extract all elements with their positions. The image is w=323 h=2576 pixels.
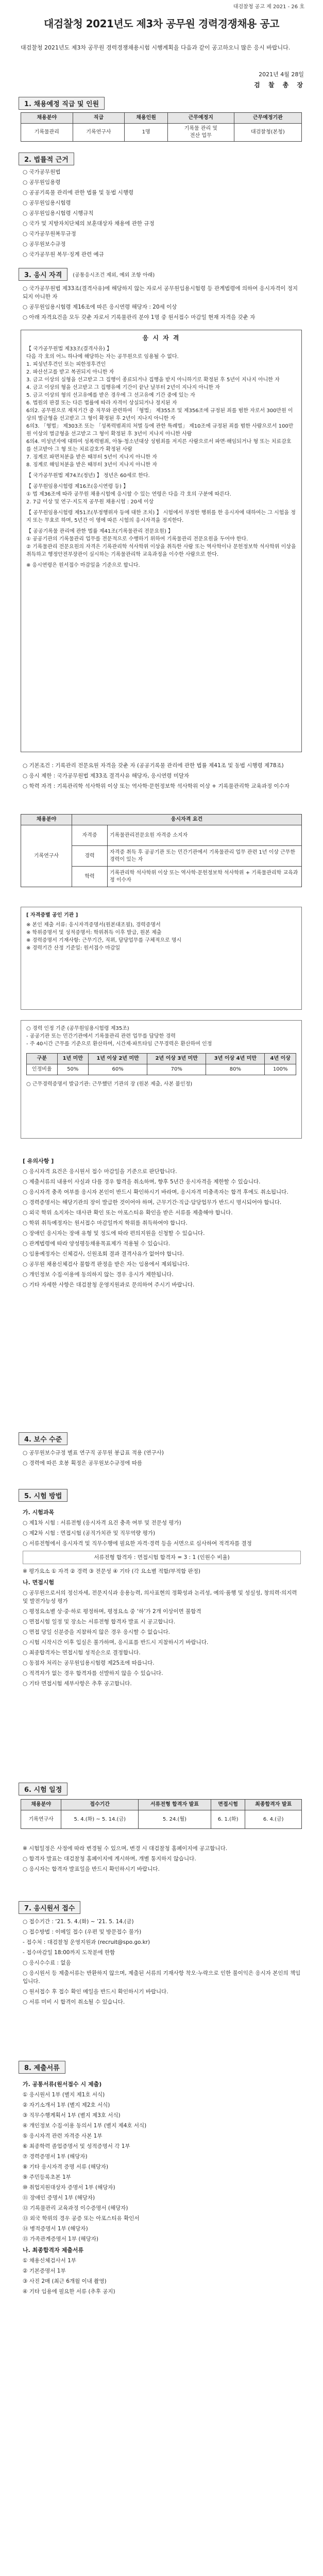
list-item: ○ 응시자는 합격자 발표일을 반드시 확인하시기 바랍니다.	[23, 1866, 160, 1872]
section-3-heading	[19, 268, 155, 280]
table-header: 근무예정지	[167, 113, 234, 124]
table-cell: 기록연구사	[21, 1810, 61, 1829]
list-item: ○ 공무원임용시험령 제16조에 따른 응시연령 해당자 : 20세 이상	[23, 304, 177, 310]
table-cell: 기록물 관리 및 전산 업무	[167, 124, 234, 142]
section-title: 4. 보수 수준	[19, 1432, 67, 1445]
requirement-table	[21, 814, 302, 887]
list-item: ○ 공무원보수규정 별표 연구직 공무원 봉급표 적용 (연구사)	[23, 1450, 164, 1456]
table-cell: 기록연구사	[73, 124, 125, 142]
table-cell: 80%	[206, 1064, 265, 1075]
list-item: ○ 접수기간 : ‘21. 5. 4.(화) ~ ’21. 5. 14.(금)	[23, 1919, 134, 1925]
list-item: ※ 경력기간 산정 기준일: 원서접수 마감일	[26, 945, 121, 951]
qualification-notes	[23, 1154, 301, 1291]
table-header: 응시자격 요건	[72, 815, 302, 825]
table-header: 4년 이상	[265, 1054, 296, 1064]
list-item: ○ 국가공무원복무규정	[23, 231, 76, 237]
list-item: ○ 기본조건 : 기록관리 전문요원 자격을 갖춘 자 (공공기록물 관리에 관한 법률 제41조 및 동법 시행령 제78조)	[23, 762, 284, 769]
list-item: ○ 제1차 시험 : 서류전형 (응시자격 요건 충족 여부 및 전문성 평가)	[23, 1520, 181, 1526]
list-item: ⑭ 병적증명서 1부 (해당자)	[23, 2226, 88, 2232]
list-item: ○ 시험 시작시간 이후 입실은 불가하며, 응시표를 반드시 지참하시기 바랍니다.	[23, 1639, 209, 1646]
list-item: ○ 합격자 발표는 대검찰청 홈페이지에 게시하며, 개별 통지하지 않습니다.	[23, 1856, 196, 1862]
table-cell: 학력	[72, 867, 108, 887]
table-cell: 인정비율	[27, 1064, 58, 1075]
list-item: ※ 시험일정은 사정에 따라 변경될 수 있으며, 변경 시 대검찰청 홈페이지에 공고합니다.	[23, 1845, 228, 1852]
list-item: ○ 기타 자세한 사항은 대검찰청 운영지원과로 문의하여 주시기 바랍니다.	[23, 1282, 195, 1288]
list-item: ○ 제2차 시험 : 면접시험 (공직가치관 및 직무역량 평가)	[23, 1530, 156, 1536]
subsection-title: 나. 최종합격자 제출서류	[23, 2247, 84, 2253]
list-item: ○ 면접 당일 신분증을 지참하지 않은 경우 응시할 수 없습니다.	[23, 1629, 170, 1635]
list-item: ※ 학위증명서 및 성적증명서: 학위취득 이후 발급, 원본 제출	[26, 930, 162, 936]
list-item: ⑬ 외국 학위의 경우 공증 또는 아포스티유 확인서	[23, 2215, 140, 2222]
law-excerpt: 【 국가공무원법 제74조(정년) 】 정년은 60세로 한다.	[26, 473, 150, 479]
list-item: ○ 접수방법 : 이메일 접수 (우편 및 방문접수 불가)	[23, 1929, 142, 1935]
table-cell: 6. 4.(금)	[245, 1810, 302, 1829]
list-item: ○ 평정요소별 상·중·하로 평정하며, 평정요소 중 ‘하’가 2개 이상이면 불합격	[23, 1608, 201, 1615]
list-item: ○ 경력 인정 기준 (공무원임용시험령 제35조)	[26, 1026, 129, 1031]
table-cell: 1명	[125, 124, 168, 142]
section-title: 1. 채용예정 직급 및 인원	[19, 97, 105, 110]
salary-list	[23, 1449, 301, 1469]
qualification-basics	[23, 761, 301, 792]
list-item: ○ 면접시험 일정 및 장소는 서류전형 합격자 발표 시 공고합니다.	[23, 1619, 176, 1625]
subsection-title: 가. 공통서류(원서접수 시 제출)	[23, 2081, 102, 2088]
table-cell: 기록관리학 석사학위 이상 또는 역사학·문헌정보학 석사학위 + 기록물관리학 교육과정 이수자	[108, 867, 302, 887]
career-ratio-table	[26, 1053, 296, 1075]
list-item: ○ 아래 자격요건을 모두 갖춘 자로서 기록물관리 분야 1명 중 원서접수 마감일 현재 자격을 갖춘 자	[23, 314, 256, 320]
table-header: 채용분야	[21, 1800, 61, 1810]
list-item: ○ 적격자가 없는 경우 합격자를 선발하지 않을 수 있습니다.	[23, 1670, 163, 1676]
exam-method	[23, 1505, 301, 1690]
table-header: 구분	[27, 1054, 58, 1064]
list-item: ○ 국가공무원 복무·징계 관련 예규	[23, 251, 104, 258]
schedule-notes	[23, 1844, 301, 1875]
list-item: ④ 기타 임용에 필요한 서류 (추후 공지)	[23, 2289, 115, 2295]
list-item: ○ 학력 자격 : 기록관리학 석사학위 이상 또는 역사학·문헌정보학 석사학위 이상 + 기록물관리학 교육과정 이수자	[23, 783, 290, 789]
list-item: ○ 관계법령에 따라 양성평등채용목표제가 적용될 수 있습니다.	[23, 1241, 171, 1247]
list-item: - 공공기관 또는 민간기관에서 기록물관리 관련 업무를 담당한 경력	[26, 1033, 176, 1039]
list-item: ○ 외국 학위 소지자는 대사관 확인 또는 아포스티유 확인을 받은 서류를 제출해야 합니다.	[23, 1210, 233, 1216]
list-item: ② 자기소개서 1부 (별지 제2호 서식)	[23, 2102, 110, 2108]
list-item: ② 기본증명서 1부	[23, 2268, 66, 2274]
section-4-heading	[19, 1432, 67, 1445]
list-item: ⑨ 주민등록초본 1부	[23, 2174, 71, 2180]
list-item: ⑪ 장애인 증명서 1부 (해당자)	[23, 2195, 95, 2201]
table-cell: 기록물관리	[21, 124, 73, 142]
list-item: ○ 경력증명서는 해당기관의 장이 발급한 것이어야 하며, 근무기간·직급·담당업무가 반드시 명시되어야 합니다.	[23, 1199, 282, 1206]
list-item: - 접수마감일 18:00까지 도착분에 한함	[23, 1950, 115, 1956]
ratio-box: 서류전형 합격자 : 면접시험 합격자 = 3 : 1 (인원수 비율)	[23, 1551, 301, 1564]
subsection-title: 나. 면접시험	[23, 1579, 55, 1586]
list-item: ○ 공무원임용령	[23, 179, 61, 185]
list-item: ⑮ 가족관계증명서 1부 (해당자)	[23, 2236, 98, 2242]
list-item: ○ 응시자격 충족 여부를 응시자 본인이 반드시 확인하시기 바라며, 응시자격 미충족자는 합격 후에도 취소됩니다.	[23, 1189, 288, 1195]
list-item: ⑦ 경력증명서 1부 (해당자)	[23, 2154, 88, 2160]
section-title: 7. 응시원서 접수	[19, 1901, 80, 1914]
table-cell: 기록물관리전문요원 자격증 소지자	[108, 825, 302, 846]
list-item: ○ 장애인 응시자는 장애 유형 및 정도에 따라 편의지원을 신청할 수 있습니다.	[23, 1230, 205, 1236]
law-list	[23, 168, 301, 261]
table-header: 근무예정기관	[234, 113, 301, 124]
list-item: ○ 서류 미비 시 합격이 취소될 수 있습니다.	[23, 1999, 125, 2005]
table-cell: 5. 4.(화) ~ 5. 14.(금)	[61, 1810, 139, 1829]
section-8-heading	[19, 2061, 65, 2073]
section-title: 6. 시험 일정	[19, 1783, 67, 1795]
list-item: - 접수처 : 대검찰청 운영지원과 (recruit@spo.go.kr)	[23, 1939, 150, 1945]
list-item: ○ 공무원으로서의 정신자세, 전문지식과 응용능력, 의사표현의 정확성과 논리성, 예의·품행 및 성실성, 창의력·의지력 및 발전가능성 평가	[23, 1590, 297, 1604]
list-item: ⑫ 기록물관리 교육과정 이수증명서 (해당자)	[23, 2205, 128, 2211]
list-item: ○ 학위 취득예정자는 원서접수 마감일까지 학위를 취득하여야 합니다.	[23, 1220, 188, 1226]
list-item: ○ 응시 제한 : 국가공무원법 제33조 결격사유 해당자, 응시연령 미달자	[23, 773, 190, 779]
list-item: ○ 국가공무원법	[23, 169, 61, 175]
section-2-heading	[19, 152, 74, 165]
table-header: 접수기간	[61, 1800, 139, 1810]
schedule-table	[21, 1799, 302, 1829]
list-item: ○ 공무원임용시험령	[23, 200, 71, 206]
section-1-heading	[19, 97, 105, 109]
table-header: 면접시험	[211, 1800, 245, 1810]
table-cell: 70%	[147, 1064, 206, 1075]
table-cell: 50%	[57, 1064, 89, 1075]
intro-text: 대검찰청 2021년도 제3차 공무원 경력경쟁채용시험 시행계획을 다음과 같이 공고하오니 많은 응시 바랍니다.	[21, 44, 291, 51]
certificate-notes	[21, 907, 302, 1010]
section-title: 2. 법률적 근거	[19, 152, 74, 165]
table-header: 채용인원	[125, 113, 168, 124]
page-title: 대검찰청 2021년도 제3차 공무원 경력경쟁채용 공고	[44, 18, 279, 30]
section-title: 3. 응시 자격	[19, 268, 67, 281]
table-header: 2년 이상 3년 미만	[147, 1054, 206, 1064]
list-item: ○ 공공기록물 관리에 관한 법률 및 동법 시행령	[23, 190, 134, 196]
list-item: ○ 국가공무원법 제33조(결격사유)에 해당하지 않는 자로서 공무원임용시험령 등 관계법령에 의하여 응시자격이 정지되지 아니한 자	[23, 285, 298, 300]
table-cell: 대검찰청(본청)	[234, 124, 301, 142]
announce-date: 2021년 4월 28일	[259, 71, 304, 78]
documents-list	[23, 2077, 301, 2298]
list-item: ○ 공무원 채용신체검사 불합격 판정을 받은 자는 임용에서 제외됩니다.	[23, 1261, 190, 1267]
list-item: ○ 응시수수료 : 없음	[23, 1960, 71, 1966]
list-item: ※ 본인 제출 서류: 응시자격증명서(원본대조필), 경력증명서	[26, 922, 161, 928]
table-header: 1년 미만	[57, 1054, 89, 1064]
application-list	[23, 1918, 301, 2008]
subsection-title: [ 유의사항 ]	[23, 1158, 54, 1164]
section-title: 5. 시험 방법	[19, 1489, 67, 1502]
list-item: ※ 평가요소 ① 자격 ② 경력 ③ 전문성 ④ 기타 (각 요소별 적합/부적합 판정)	[23, 1568, 201, 1574]
list-item: ⑤ 응시자격 관련 자격증 사본 1부	[23, 2133, 103, 2139]
positions-table	[21, 112, 302, 142]
document-number: 대검찰청 공고 제 2021 - 26 호	[233, 4, 304, 10]
section-6-heading	[19, 1783, 67, 1795]
panel-footnote: ※ 응시연령은 원서접수 마감일을 기준으로 합니다.	[26, 563, 140, 568]
table-cell: 경력	[72, 846, 108, 867]
list-item: ③ 사진 2매 (최근 6개월 이내 촬영)	[23, 2278, 107, 2284]
table-cell: 자격증	[72, 825, 108, 846]
list-item: ○ 개인정보 수집·이용에 동의하지 않는 경우 응시가 제한됩니다.	[23, 1272, 174, 1278]
law-excerpt: 【 공무원임용시험령 제51조(부정행위자 등에 대한 조치) 】 시험에서 부정한 행위를 한 응시자에 대하여는 그 시험을 정지 또는 무효로 하며, 5년간 이 영에 따른 시험의 응시자격을 정지한다.	[26, 510, 296, 523]
list-item: ① 응시원서 1부 (별지 제1호 서식)	[23, 2092, 105, 2098]
list-item: ○ 임용예정자는 신체검사, 신원조회 결과 결격사유가 없어야 합니다.	[23, 1251, 184, 1257]
table-cell: 5. 24.(월)	[139, 1810, 211, 1829]
table-header: 1년 이상 2년 미만	[89, 1054, 147, 1064]
list-item: ○ 원서접수 후 접수 확인 메일을 반드시 확인하시기 바랍니다.	[23, 1989, 168, 1995]
career-criteria	[21, 1020, 302, 1139]
law-excerpt: 【 공공기록물 관리에 관한 법률 제41조(기록물관리 전문요원) 】 ① 공공기관의 기록물관리 업무를 전문적으로 수행하기 위하여 기록물관리 전문요원을 두어야 한다. ② 기록물관리 전문요원의 자격은 기록관리학 석사학위 이상을 취득한 사람 또는 역사학이나 문헌정보학 석사학위 이상을 취득하고 행정안전부장관이 실시하는 기록물관리학 교육과정을 이수한 사람으로 한다.	[26, 529, 296, 557]
list-item: ○ 응시자격 요건은 응시원서 접수 마감일을 기준으로 판단합니다.	[23, 1168, 177, 1175]
panel-title: 응 시 자 격	[142, 334, 180, 342]
list-item: ※ 경력증명서 기재사항: 근무기간, 직위, 담당업무를 구체적으로 명시	[26, 938, 182, 943]
list-item: ○ 공무원임용시험령 시행규칙	[23, 210, 94, 216]
list-item: ○ 서류전형에서 응시자격 및 직무수행에 필요한 자격·경력 등을 서면으로 심사하여 적격자를 결정	[23, 1540, 252, 1547]
table-cell: 6. 1.(화)	[211, 1810, 245, 1829]
list-item: ○ 최종합격자는 면접시험 성적순으로 결정합니다.	[23, 1650, 141, 1656]
qualification-intro	[23, 284, 301, 324]
list-item: ○ 국가 및 지방자치단체의 보훈대상자 채용에 관한 규정	[23, 221, 155, 227]
list-item: ⑧ 기타 응시자격 증명 서류 (해당자)	[23, 2164, 109, 2170]
section-5-heading	[19, 1489, 67, 1501]
list-item: ⑩ 취업지원대상자 증명서 1부 (해당자)	[23, 2184, 115, 2191]
section-title: 8. 제출서류	[19, 2061, 65, 2074]
list-item: ① 채용신체검사서 1부	[23, 2258, 76, 2264]
list-item: ③ 직무수행계획서 1부 (별지 제3호 서식)	[23, 2112, 121, 2119]
list-item: - 주 40시간 근무를 기준으로 환산하며, 시간제·파트타임 근무경력은 환산하여 인정	[26, 1041, 212, 1047]
table-header: 채용분야	[21, 815, 72, 825]
subsection-title: 가. 시험과목	[23, 1509, 55, 1516]
law-excerpt: 【 국가공무원법 제33조(결격사유) 】 다음 각 호의 어느 하나에 해당하는 자는 공무원으로 임용될 수 없다. 1. 피성년후견인 또는 피한정후견인 2. 파산선고를 받고 복권되지 아니한 자 3. 금고 이상의 실형을 선고받고 그 집행이 종료되거나 집행을 받지 아니하기로 확정된 후 5년이 지나지 아니한 자 4. 금고 이상의 형을 선고받고 그 집행유예 기간이 끝난 날부터 2년이 지나지 아니한 자 5. 금고 이상의 형의 선고유예를 받은 경우에 그 선고유예 기간 중에 있는 자 6. 법원의 판결 또는 다른 법률에 따라 자격이 상실되거나 정지된 자 6의2. 공무원으로 재직기간 중 직무와 관련하여 「형법」 제355조 및 제356조에 규정된 죄를 범한 자로서 300만원 이상의 벌금형을 선고받고 그 형이 확정된 후 2년이 지나지 아니한 자 6의3. 「형법」 제303조 또는 「성폭력범죄의 처벌 등에 관한 특례법」 제10조에 규정된 죄를 범한 사람으로서 100만원 이상의 벌금형을 선고받고 그 형이 확정된 후 3년이 지나지 아니한 사람 6의4. 미성년자에 대하여 성폭력범죄, 아동·청소년대상 성범죄를 저지른 사람으로서 파면·해임되거나 형 또는 치료감호를 선고받아 그 형 또는 치료감호가 확정된 사람 7. 징계로 파면처분을 받은 때부터 5년이 지나지 아니한 자 8. 징계로 해임처분을 받은 때부터 3년이 지나지 아니한 자	[26, 346, 294, 468]
section-subtitle: (공통응시조건 제외, 예외 조항 아래)	[73, 272, 155, 278]
table-header: 최종합격자 발표	[245, 1800, 302, 1810]
list-item: ○ 경력에 따른 호봉 획정은 공무원보수규정에 따름	[23, 1460, 143, 1466]
list-item: ○ 기타 면접시험 세부사항은 추후 공고합니다.	[23, 1681, 132, 1687]
list-item: ○ 응시원서 등 제출서류는 반환하지 않으며, 제출된 서류의 기재사항 착오·누락으로 인한 불이익은 응시자 본인의 책임입니다.	[23, 1970, 301, 1985]
law-excerpt: 【 공무원임용시험령 제16조(응시연령 등) 】 ① 법 제36조에 따라 공무원 채용시험에 응시할 수 있는 연령은 다음 각 호의 구분에 따른다. 2. 7급 이상 및 연구·지도직 공무원 채용시험 : 20세 이상	[26, 484, 231, 505]
table-cell: 자격증 취득 후 공공기관 또는 민간기관에서 기록물관리 업무 관련 1년 이상 근무한 경력이 있는 자	[108, 846, 302, 867]
table-header: 채용분야	[21, 113, 73, 124]
qualification-panel	[21, 330, 302, 752]
list-item: ○ 공무원보수규정	[23, 241, 66, 247]
list-item: ⑥ 최종학력 졸업증명서 및 성적증명서 각 1부	[23, 2143, 130, 2149]
list-item: ○ 근무경력증명서 발급기관: 근무했던 기관의 장 (원본 제출, 사본 불인정)	[26, 1081, 193, 1087]
list-item: ○ 제출서류의 내용이 사실과 다를 경우 합격을 취소하며, 향후 5년간 응시자격을 제한할 수 있습니다.	[23, 1179, 261, 1185]
table-header: 서류전형 합격자 발표	[139, 1800, 211, 1810]
list-item: ④ 개인정보 수집·이용 동의서 1부 (별지 제4호 서식)	[23, 2123, 147, 2129]
list-item: ○ 동점자 처리는 공무원임용시험령 제25조에 따릅니다.	[23, 1660, 155, 1666]
table-header: 직급	[73, 113, 125, 124]
table-cell: 기록연구사	[21, 825, 72, 887]
note-title: [ 자격증별 공인 기관 ]	[26, 912, 78, 918]
issuer: 검 찰 총 장	[254, 81, 306, 89]
section-7-heading	[19, 1901, 80, 1913]
table-cell: 100%	[265, 1064, 296, 1075]
table-cell: 60%	[89, 1064, 147, 1075]
table-header: 3년 이상 4년 미만	[206, 1054, 265, 1064]
